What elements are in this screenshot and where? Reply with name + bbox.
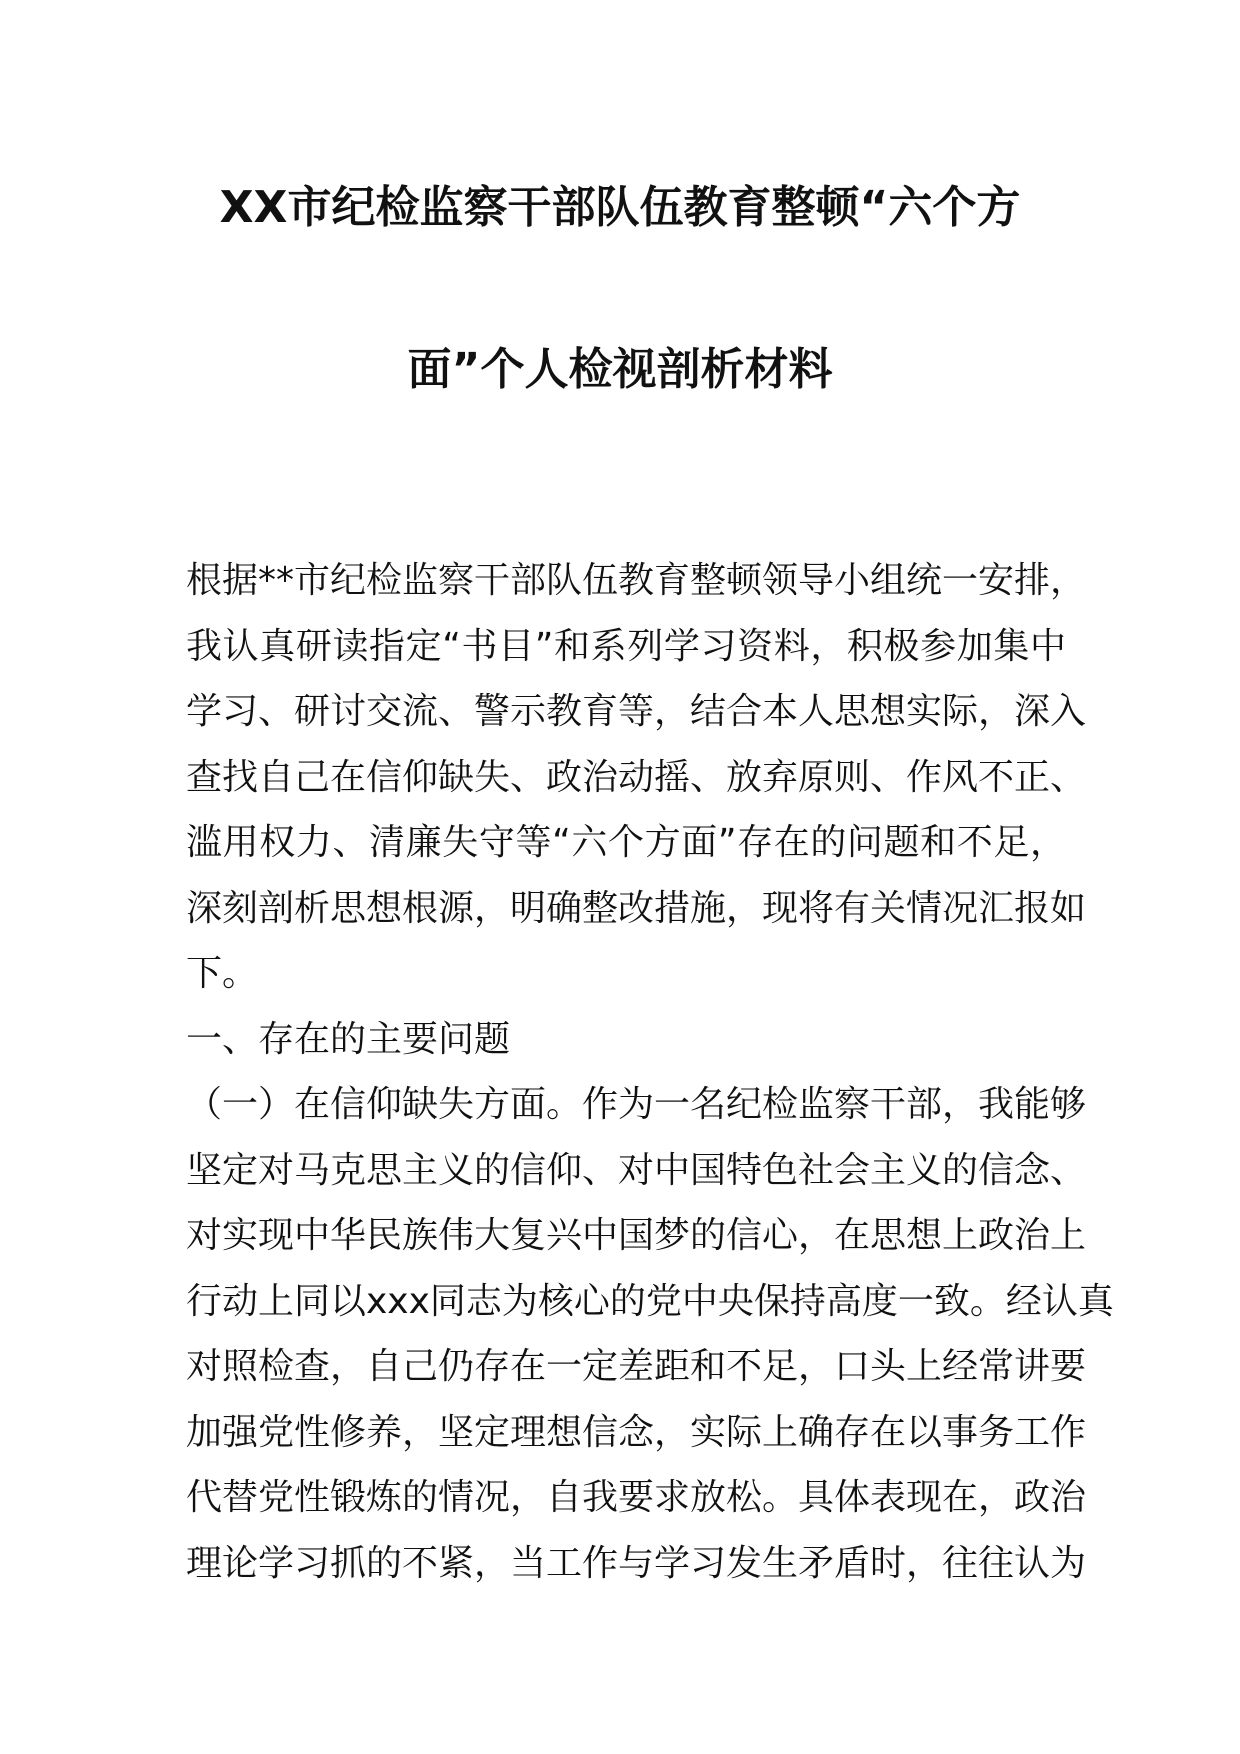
body-line-4: 查找自己在信仰缺失、政治动摇、放弃原则、作风不正、 [186, 756, 1087, 798]
body-line-11: 对实现中华民族伟大复兴中国梦的信心，在思想上政治上 [186, 1215, 1087, 1256]
body-line-14: 加强党性修养，坚定理想信念，实际上确存在以事务工作 [186, 1411, 1087, 1453]
body-line-1: 根据**市纪检监察干部队伍教育整顿领导小组统一安排， [186, 560, 1087, 601]
body-line-3: 学习、研讨交流、警示教育等，结合本人思想实际，深入 [186, 691, 1087, 732]
body-line-6: 深刻剖析思想根源，明确整改措施，现将有关情况汇报如 [186, 887, 1087, 929]
document-body [186, 548, 1114, 1596]
body-line-15: 代替党性锻炼的情况，自我要求放松。具体表现在，政治 [186, 1477, 1087, 1518]
title-line-2: 面”个人检视剖析材料 [407, 344, 833, 395]
body-line-13: 对照检查，自己仍存在一定差距和不足，口头上经常讲要 [186, 1346, 1087, 1387]
document-title [150, 170, 1090, 400]
body-line-7: 下。 [186, 953, 259, 994]
body-line-9: （一）在信仰缺失方面。作为一名纪检监察干部，我能够 [186, 1084, 1087, 1125]
body-line-12: 行动上同以xxx同志为核心的党中央保持高度一致。经认真 [186, 1280, 1114, 1322]
body-line-16: 理论学习抓的不紧，当工作与学习发生矛盾时，往往认为 [186, 1542, 1087, 1584]
body-line-2: 我认真研读指定“书目”和系列学习资料，积极参加集中 [186, 625, 1066, 667]
section-heading: 一、存在的主要问题 [186, 1018, 511, 1060]
title-line-1: XX市纪检监察干部队伍教育整顿“六个方 [219, 182, 1021, 233]
body-line-5: 滥用权力、清廉失守等“六个方面”存在的问题和不足， [186, 822, 1066, 863]
body-line-10: 坚定对马克思主义的信仰、对中国特色社会主义的信念、 [186, 1149, 1087, 1191]
